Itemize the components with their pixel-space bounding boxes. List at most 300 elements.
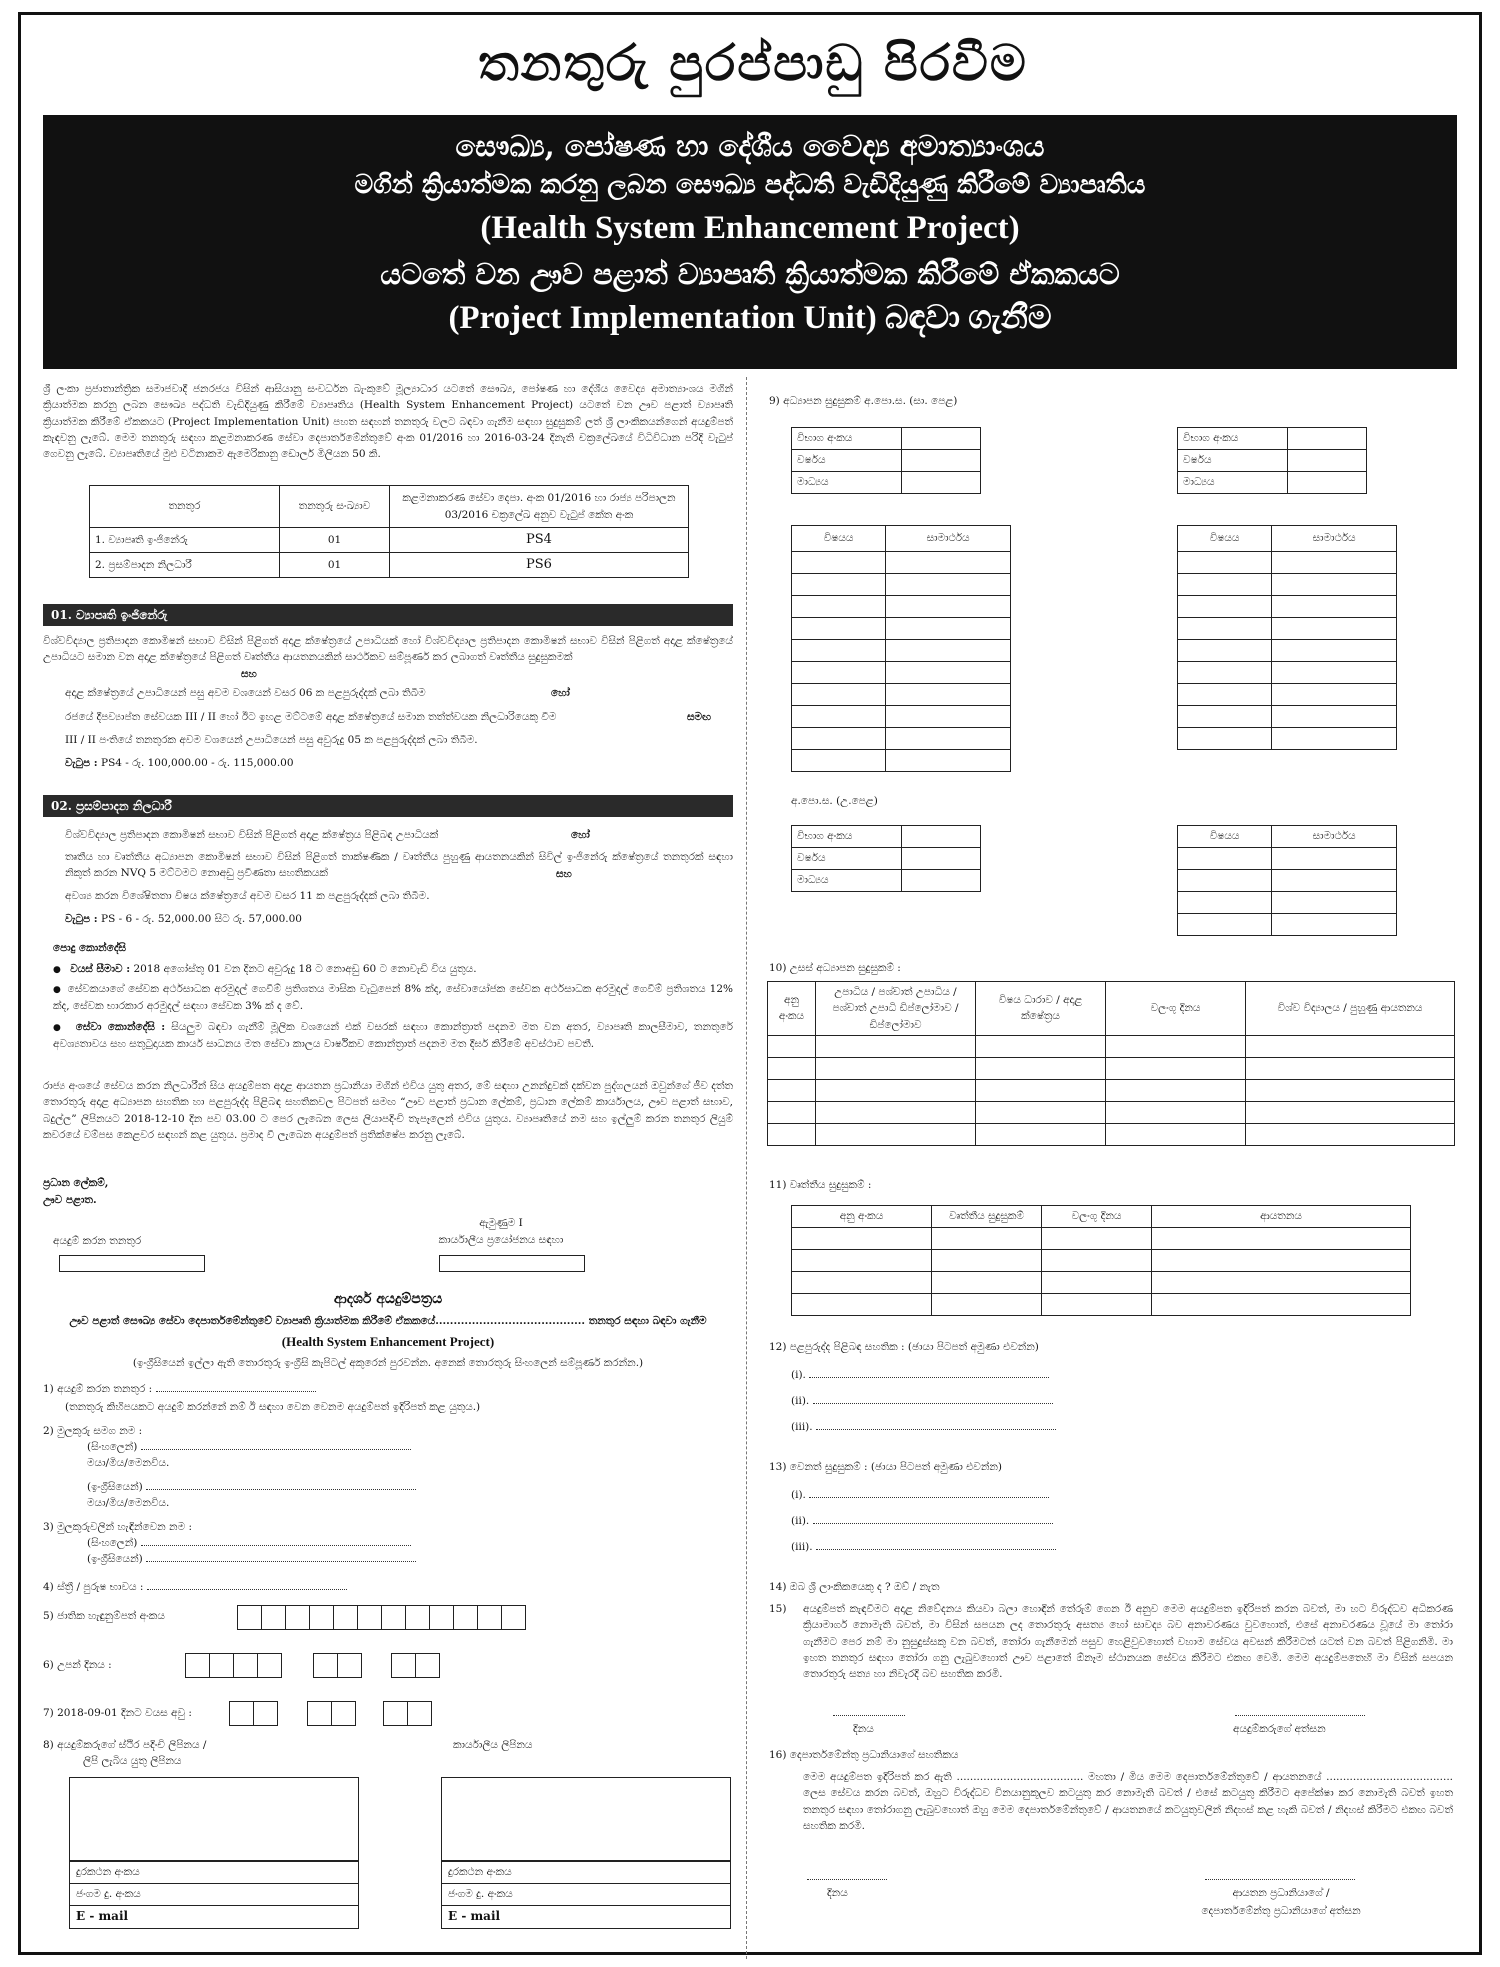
blank-cell[interactable] — [886, 596, 1011, 618]
general-conditions-heading: පොදු කොන්දේසි — [53, 942, 127, 954]
table-row — [768, 1057, 1455, 1079]
blank-cell[interactable] — [1178, 848, 1272, 870]
grade-header: සාමාර්ථය — [886, 526, 1011, 552]
table-row — [792, 750, 1011, 772]
office-use-box[interactable] — [439, 1255, 585, 1272]
blank-cell[interactable] — [1272, 684, 1397, 706]
salary-label: වැටුප : — [65, 913, 98, 925]
sec1-or: හෝ — [551, 687, 570, 699]
q11-label: 11) වෘත්තීය සුදුසුකම් : — [769, 1179, 872, 1191]
blank-cell[interactable] — [792, 750, 886, 772]
medium-cell[interactable] — [902, 870, 981, 892]
blank-cell[interactable] — [816, 1101, 976, 1123]
blank-cell[interactable] — [1178, 596, 1272, 618]
field-initials-si — [87, 1535, 411, 1551]
experience-input-1[interactable] — [809, 1377, 1049, 1378]
salary-value: PS4 - රු. 100,000.00 - රු. 115,000.00 — [101, 757, 294, 769]
blank-cell[interactable] — [1272, 596, 1397, 618]
dob-month-cells[interactable] — [313, 1653, 361, 1678]
exam-number-cell[interactable] — [902, 428, 981, 450]
field-gender — [43, 1579, 347, 1595]
age-label: වයස් සීමාව : — [70, 963, 131, 975]
table-row — [1178, 848, 1397, 870]
experience-input-2[interactable] — [813, 1403, 1053, 1404]
blank-cell[interactable] — [792, 728, 886, 750]
blank-cell[interactable] — [792, 596, 886, 618]
table-cell: 2. ප්‍රසම්පාදන නිලධාරී — [90, 553, 280, 578]
blank-cell[interactable] — [792, 618, 886, 640]
initials-english-input[interactable] — [146, 1561, 416, 1562]
age-text: 2018 අගෝස්තු 01 වන දිනට අවුරුදු 18 ට නොඅඩු 60 ට නොවැඩි විය යුතුය. — [133, 963, 477, 975]
q15-label: 15) — [769, 1603, 787, 1615]
table-row — [1178, 552, 1397, 574]
blank-cell[interactable] — [1178, 870, 1272, 892]
table-row — [792, 574, 1011, 596]
column-header: අනු අංකය — [768, 982, 816, 1036]
year-label: වර්ෂය — [792, 848, 902, 870]
blank-cell[interactable] — [886, 750, 1011, 772]
q10-label: 10) උසස් අධ්‍යාපන සුදුසුකම් : — [769, 962, 901, 974]
office-contact-box — [441, 1861, 731, 1929]
blank-cell[interactable] — [1272, 640, 1397, 662]
head-signature-label-1: ආයතන ප්‍රධානියාගේ / — [1232, 1887, 1330, 1899]
blank-cell[interactable] — [886, 684, 1011, 706]
applicant-signature-line[interactable] — [1235, 1715, 1365, 1716]
roman-label: (iii). — [791, 1421, 813, 1433]
table-row — [792, 1272, 1411, 1294]
table-cell: 1. ව්‍යාපෘති ඉංජිනේරු — [90, 528, 280, 553]
table-cell: 01 — [280, 528, 390, 553]
applied-post-input[interactable] — [156, 1391, 316, 1392]
field-label: 4) ස්ත්‍රී / පුරුෂ භාවය : — [43, 1581, 144, 1593]
gender-input[interactable] — [147, 1589, 347, 1590]
table-row — [792, 662, 1011, 684]
column-header: වලංගු දිනය — [1042, 1206, 1152, 1228]
blank-cell[interactable] — [932, 1272, 1042, 1294]
blank-cell[interactable] — [1178, 552, 1272, 574]
service-label: සේවා කොන්දේසි : — [75, 1021, 166, 1033]
phone-label: දුරකථන අංකය — [70, 1862, 358, 1884]
column-header: විශ්ව විද්‍යාලය / පුහුණු ආයතනය — [1246, 982, 1455, 1036]
subject-header: විෂයය — [1178, 826, 1272, 848]
table-row — [1178, 684, 1397, 706]
field-name-label: 2) මුලකුරු සමග නම : — [43, 1425, 143, 1437]
blank-cell[interactable] — [1246, 1123, 1455, 1145]
applicant-signature-label: අයදුම්කරුගේ අත්සන — [1233, 1723, 1326, 1735]
email-label: E - mail — [76, 1909, 129, 1923]
blank-cell[interactable] — [932, 1294, 1042, 1316]
post-table-header: තනතුරු සංඛ්‍යාව — [280, 486, 390, 528]
table-row — [792, 1294, 1411, 1316]
blank-cell[interactable] — [976, 1101, 1106, 1123]
blank-cell[interactable] — [768, 1057, 816, 1079]
annex-label: ඇමුණුම I — [479, 1217, 523, 1229]
blank-cell[interactable] — [1152, 1250, 1411, 1272]
blank-cell[interactable] — [932, 1228, 1042, 1250]
page-frame — [18, 12, 1482, 1955]
exam-number-label: විභාග අංකය — [792, 826, 902, 848]
dob-year-cells[interactable] — [185, 1653, 281, 1678]
age-days-cells[interactable] — [383, 1701, 431, 1726]
intro-paragraph: ශ්‍රී ලංකා ප්‍රජාතාන්ත්‍රික සමාජවාදී ජනරජය විසින් ආසියානු සංවර්ධන බැංකුවේ මූල්‍යාධාර යටතේ සෞඛ්‍ය, පෝෂණ හා දේශීය වෛද්‍ය අමාත්‍යාංශය මගින් ක්‍රියාත්මක කරනු ලබන සෞඛ්‍ය පද්ධති වැඩිදියුණු කිරීමේ ව්‍යාපෘතිය (Health System Enhancement Project) යටතේ වන ඌව පළාත් ව්‍යාපෘති ක්‍රියාත්මක කිරීමේ ඒකකයට (Project Implementation Unit) පහත සඳහන් තනතුරු වලට බඳවා ගැනීම සඳහා සුදුසුකම් ලත් ශ්‍රී ලාංකිකයන්ගෙන් අයදුම්පත් කැඳවනු ලැබේ. මෙම තනතුරු සඳහා කළමනාකරණ සේවා දෙපාර්තමේන්තුවේ අංක 01/2016 හා 2016-03-24 දිනැති චක්‍රලේඛයේ විධිවිධාන පරිදි වැටුප් ගෙවනු ලැබේ. ව්‍යාපෘතියේ මුළු වටිනාකම ඇමෙරිකානු ඩොලර් මිලියන 50 කි. — [43, 383, 733, 461]
blank-cell[interactable] — [768, 1101, 816, 1123]
initials-sinhala-input[interactable] — [141, 1545, 411, 1546]
roman-label: (ii). — [791, 1395, 810, 1407]
epf-text: ● සේවකයාගේ සේවක අර්ථසාධක අරමුදල් ගෙවීම් ප්‍රතිශතය මාසික වැටුපෙන් 8% ක්ද, සේවායෝජක සේවක අර්ථසාධක අරමුදල් ගෙවීම් ප්‍රතිශතය 12% ක්ද, සේවක භාරකාර අරමුදල් සඳහා සේවක 3% ක් ද වේ. — [53, 981, 733, 1014]
blank-cell[interactable] — [1042, 1250, 1152, 1272]
blank-cell[interactable] — [768, 1123, 816, 1145]
q13-label: 13) වෙනත් සුදුසුකම් : (ඡායා පිටපත් අමුණා එවන්න) — [769, 1461, 1002, 1473]
blank-cell[interactable] — [886, 706, 1011, 728]
blank-cell[interactable] — [1106, 1035, 1246, 1057]
blank-cell[interactable] — [768, 1035, 816, 1057]
table-row — [768, 1123, 1455, 1145]
permanent-address-box[interactable] — [69, 1777, 359, 1861]
sec1-line2: රජයේ දීපව්‍යාප්ත සේවයක III / II හෝ ඊට ඉහළ මට්ටමේ අදාළ ක්ෂේත්‍රයේ සමාන තත්ත්වයක නිලධාරියෙකු වීම — [65, 711, 557, 723]
blank-cell[interactable] — [1152, 1228, 1411, 1250]
blank-cell[interactable] — [792, 706, 886, 728]
blank-cell[interactable] — [932, 1250, 1042, 1272]
table-row — [792, 684, 1011, 706]
field-dob-label: 6) උපන් දිනය : — [43, 1659, 112, 1671]
column-header: වලංගු දිනය — [1106, 982, 1246, 1036]
blank-cell[interactable] — [792, 684, 886, 706]
blank-cell[interactable] — [1272, 728, 1397, 750]
sec2-or: හෝ — [571, 829, 590, 841]
exam-number-cell[interactable] — [902, 826, 981, 848]
page-title: තනතුරු පුරප්පාඩු පිරවීම — [478, 33, 1028, 92]
column-header: අනු අංකය — [792, 1206, 932, 1228]
sec2-line2: තෘතීය හා වෘත්තීය අධ්‍යාපන කොමිෂන් සභාව විසින් පිළිගත් තාක්ෂණික / වෘත්තීය පුහුණු ආයතනයකින් සිවිල් ඉංජිනේරු ක්ෂේත්‍රයේ තනතුරක් සඳහා නිකුත් කරන NVQ 5 මට්ටමට නොඅඩු ප්‍රවීණතා සහතිකයක් — [65, 851, 733, 880]
al-subjects-table — [1177, 825, 1397, 936]
sec1-salary — [65, 755, 294, 771]
table-row — [792, 552, 1011, 574]
ol-subjects-table-1 — [791, 525, 1011, 772]
year-cell[interactable] — [902, 450, 981, 472]
blank-cell[interactable] — [1178, 618, 1272, 640]
field-sublabel: (ඉංග්‍රීසියෙන්) — [87, 1553, 143, 1565]
roman-label: (ii). — [791, 1515, 810, 1527]
blank-cell[interactable] — [1106, 1057, 1246, 1079]
field-sublabel: (සිංහලෙන්) — [87, 1441, 138, 1453]
column-header: විෂය ධාරාව / අදාළ ක්ෂේත්‍රය — [976, 982, 1106, 1036]
blank-cell[interactable] — [768, 1079, 816, 1101]
head-signature-label-2: දෙපාර්තමේන්තු ප්‍රධානියාගේ අත්සන — [1201, 1905, 1361, 1917]
blank-cell[interactable] — [1246, 1079, 1455, 1101]
post-table-header: තනතුර — [90, 486, 280, 528]
header-banner — [43, 115, 1457, 369]
blank-cell[interactable] — [1042, 1228, 1152, 1250]
blank-cell[interactable] — [1272, 574, 1397, 596]
salary-label: වැටුප : — [65, 757, 98, 769]
blank-cell[interactable] — [1246, 1057, 1455, 1079]
table-row — [792, 1228, 1411, 1250]
q16-label: 16) දෙපාර්තමේන්තු ප්‍රධානියාගේ සහතිකය — [769, 1749, 959, 1761]
blank-cell[interactable] — [1042, 1294, 1152, 1316]
name-english-input[interactable] — [146, 1489, 416, 1490]
blank-cell[interactable] — [816, 1079, 976, 1101]
blank-cell[interactable] — [792, 1272, 932, 1294]
blank-cell[interactable] — [1272, 618, 1397, 640]
other-qual-input-2[interactable] — [813, 1523, 1053, 1524]
post-table-header: කළමනාකරණ සේවා දෙපා. අංක 01/2016 හා රාජ්‍ය පරිපාලන 03/2016 චක්‍රලේඛ අනුව වැටුප් කේත අංක — [390, 486, 689, 528]
blank-cell[interactable] — [976, 1079, 1106, 1101]
form-note: (ඉංග්‍රීසියෙන් ඉල්ලා ඇති තොරතුරු ඉංග්‍රීසි කැපිටල් අකුරෙන් පුරවන්න. අනෙක් තොරතුරු සිංහලෙන් සම්පූර්ණ කරන්න.) — [132, 1357, 644, 1369]
table-cell: PS4 — [390, 528, 689, 553]
table-row — [1178, 892, 1397, 914]
q12-item-3 — [791, 1419, 1056, 1435]
head-signature-line[interactable] — [1205, 1879, 1355, 1880]
field-note: (තනතුරු කිහිපයකට අයදුම් කරන්නේ නම් ඊ සඳහා වෙන වෙනම අයදුම්පත් ඉදිරිපත් කළ යුතුය.) — [65, 1401, 481, 1413]
ol-exam-info-table-1 — [791, 427, 981, 494]
grade-header: සාමාර්ථය — [1272, 526, 1397, 552]
blank-cell[interactable] — [1152, 1272, 1411, 1294]
signer-line-1: ප්‍රධාන ලේකම්, — [43, 1177, 109, 1189]
table-row — [1178, 728, 1397, 750]
sec2-and: සහ — [556, 868, 572, 880]
field-name-si — [87, 1439, 411, 1455]
year-cell[interactable] — [902, 848, 981, 870]
field-initials-label: 3) මුලකුරුවලින් හැඳින්වෙන නම : — [43, 1521, 192, 1533]
q12-item-2 — [791, 1393, 1053, 1409]
year-label: වර්ෂය — [1178, 450, 1288, 472]
table-cell: PS6 — [390, 553, 689, 578]
age-years-cells[interactable] — [229, 1701, 277, 1726]
roman-label: (i). — [791, 1489, 806, 1501]
blank-cell[interactable] — [976, 1035, 1106, 1057]
blank-cell[interactable] — [1178, 574, 1272, 596]
blank-cell[interactable] — [792, 640, 886, 662]
blank-cell[interactable] — [792, 662, 886, 684]
field-nic-label: 5) ජාතික හැඳුනුම්පත් අංකය — [43, 1610, 165, 1622]
table-row — [1178, 706, 1397, 728]
al-exam-info-table — [791, 825, 981, 892]
other-qual-input-3[interactable] — [816, 1549, 1056, 1550]
table-row — [768, 1079, 1455, 1101]
sec1-with: සමඟ — [687, 711, 711, 723]
blank-cell[interactable] — [1106, 1079, 1246, 1101]
table-row — [1178, 596, 1397, 618]
year-cell[interactable] — [1288, 450, 1367, 472]
blank-cell[interactable] — [816, 1035, 976, 1057]
name-sinhala-input[interactable] — [141, 1449, 411, 1450]
table-row — [1178, 914, 1397, 936]
blank-cell[interactable] — [1042, 1272, 1152, 1294]
blank-cell[interactable] — [792, 1294, 932, 1316]
field-age-label: 7) 2018-09-01 දිනට වයස අවු : — [43, 1707, 192, 1719]
subject-header: විෂයය — [1178, 526, 1272, 552]
blank-cell[interactable] — [1272, 552, 1397, 574]
column-header: වෘත්තීය සුදුසුකම් — [932, 1206, 1042, 1228]
sec1-line3: III / II පංතියේ තනතුරක අවම වශයෙන් උපාධියෙන් පසු අවුරුදු 05 ක පළපුරුද්දක් ලබා තිබීම. — [65, 734, 478, 746]
q13-item-2 — [791, 1513, 1053, 1529]
section-heading-engineer: 01. ව්‍යාපෘති ඉංජිනේරු — [43, 604, 733, 626]
blank-cell[interactable] — [1178, 914, 1272, 936]
office-use-label: කාර්යාලීය ප්‍රයෝජනය සඳහා — [438, 1234, 564, 1246]
table-row — [1178, 662, 1397, 684]
mobile-label: ජංගම දු. අංකය — [70, 1884, 358, 1906]
blank-cell[interactable] — [1272, 914, 1397, 936]
applied-post-box[interactable] — [59, 1255, 205, 1272]
roman-label: (i). — [791, 1369, 806, 1381]
table-row — [1178, 574, 1397, 596]
table-row — [768, 1035, 1455, 1057]
table-row — [1178, 640, 1397, 662]
table-row — [792, 640, 1011, 662]
q13-item-3 — [791, 1539, 1056, 1555]
grade-header: සාමාර්ථය — [1272, 826, 1397, 848]
office-address-box[interactable] — [441, 1777, 731, 1861]
blank-cell[interactable] — [1272, 662, 1397, 684]
table-row — [792, 1250, 1411, 1272]
field-name-en — [87, 1479, 416, 1495]
q9-label: 9) අධ්‍යාපන සුදුසුකම් අ.පො.ස. (සා. පෙළ) — [769, 395, 958, 407]
closing-paragraph: රාජ්‍ය අංශයේ සේවය කරන නිලධාරීන් සිය අයදුම්පත අදාළ ආයතන ප්‍රධානියා මගින් එවිය යුතු අතර, මේ සඳහා උනන්දුවක් දක්වන පුද්ගලයන් ඔවුන්ගේ ජීව දත්ත තොරතුරු අදාළ අධ්‍යාපන සහතික හා පළපුරුද්ද පිළිබඳ සහතිකවල පිටපත් සමඟ “ඌව පළාත් ප්‍රධාන ලේකම්, ප්‍රධාන ලේකම් කාර්යාලය, ඌව පළාත් සභාව, බදුල්ල” ලිපිනයට 2018-12-10 දින පව 03.00 ට පෙර ලැබෙන ලෙස ලියාපදිංචි තැපෑලෙන් එවිය යුතුය. ව්‍යාපෘතියේ නම සහ ඉල්ලුම් කරන තනතුර ලියුම් කවරයේ වම්පස කෙළවර සඳහන් කළ යුතුය. ප්‍රමාද වී ලැබෙන අයදුම්පත් ප්‍රතික්ෂේප කරනු ලැබේ. — [43, 1080, 733, 1141]
blank-cell[interactable] — [1178, 706, 1272, 728]
other-qual-input-1[interactable] — [809, 1497, 1049, 1498]
al-label: අ.පො.ස. (උ.පෙළ) — [791, 795, 878, 807]
higher-education-table — [767, 981, 1455, 1146]
exam-number-label: විභාග අංකය — [1178, 428, 1288, 450]
blank-cell[interactable] — [1272, 892, 1397, 914]
banner-line-4: යටතේ වන ඌව පළාත් ව්‍යාපෘති ක්‍රියාත්මක කිරීමේ ඒකකයට — [380, 256, 1120, 291]
banner-line-5: (Project Implementation Unit) බඳවා ගැනීම — [448, 299, 1052, 336]
table-row — [792, 618, 1011, 640]
blank-cell[interactable] — [1106, 1123, 1246, 1145]
q15-declaration: අයදුම්පත් කැඳවීමට අදාළ නිවේදනය කියවා බලා හොඳින් තේරුම් ගෙන ඊ අනුව මෙම අයදුම්පත ඉදිරිපත් කරන බවත්, මා හට විරුද්ධව අධිකරණ ක්‍රියාමාර්ග නොමැති බවත්, මා විසින් සපයන ලද තොරතුරු අසත්‍ය හෝ සාවද්‍ය බව අනාවරණය වුවහොත්, එසේ අනාවරණය වූයේ මා තෝරා ගැනීමට පෙර නම් මා නුසුදුස්සකු වන බවත්, තෝරා ගැනීමෙන් පසුව හෙළිවුවහොත් වහාම සේවය අවසන් කිරීමටත් යටත් වන බවත් පිළිගනිමි. මා ඉහත තනතුර සඳහා තෝරා ගනු ලැබුවහොත් ඌව පළාතේ ඕනෑම ස්ථානයක සේවය කිරීමට එකඟ වෙමි. මෙම අයදුම්පතෙහි මා විසින් සපයන තොරතුරු සත්‍ය හා නිවැරදි බව සහතික කරමි. — [803, 1603, 1453, 1681]
medium-label: මාධ්‍යය — [792, 472, 902, 494]
blank-cell[interactable] — [792, 1250, 932, 1272]
field-applied-post — [43, 1381, 316, 1397]
blank-cell[interactable] — [1246, 1101, 1455, 1123]
form-project-name: (Health System Enhancement Project) — [281, 1334, 495, 1349]
sec1-and: සහ — [241, 668, 257, 680]
head-date-line[interactable] — [807, 1879, 887, 1880]
blank-cell[interactable] — [1106, 1101, 1246, 1123]
blank-cell[interactable] — [886, 618, 1011, 640]
blank-cell[interactable] — [816, 1123, 976, 1145]
blank-cell[interactable] — [976, 1123, 1106, 1145]
head-date-label: දිනය — [827, 1887, 848, 1899]
blank-cell[interactable] — [1178, 728, 1272, 750]
email-label: E - mail — [448, 1909, 501, 1923]
blank-cell[interactable] — [792, 1228, 932, 1250]
date-line[interactable] — [833, 1715, 905, 1716]
blank-cell[interactable] — [792, 574, 886, 596]
q12-item-1 — [791, 1367, 1049, 1383]
table-cell: 01 — [280, 553, 390, 578]
sec2-line1: විශ්වවිද්‍යාල ප්‍රතිපාදන කොමිෂන් සභාව විසින් පිළිගත් අදාළ ක්ෂේත්‍රය පිළිබඳ උපාධියක් — [65, 829, 439, 841]
field-initials-en — [87, 1551, 416, 1567]
ol-subjects-table-2 — [1177, 525, 1397, 750]
field-address-sublabel: ලිපි ලැබිය යුතු ලිපිනය — [83, 1755, 182, 1767]
blank-cell[interactable] — [1178, 892, 1272, 914]
signer-line-2: ඌව පළාත. — [43, 1194, 97, 1206]
nic-input-cells[interactable] — [237, 1605, 525, 1630]
sec1-line1: අදාළ ක්ෂේත්‍රයේ උපාධියෙන් පසු අවම වශයෙන් වසර 06 ක පළපුරුද්දක් ලබා තිබීම — [65, 687, 426, 699]
salary-value: PS - 6 - රු. 52,000.00 සිට රු. 57,000.00 — [101, 913, 302, 925]
exam-number-cell[interactable] — [1288, 428, 1367, 450]
date-label: දිනය — [853, 1723, 874, 1735]
medium-label: මාධ්‍යය — [1178, 472, 1288, 494]
q14-label: 14) ඔබ ශ්‍රී ලාංකිකයෙකු ද ? ඔව් / නැත — [769, 1581, 940, 1593]
blank-cell[interactable] — [886, 662, 1011, 684]
blank-cell[interactable] — [1272, 848, 1397, 870]
sec2-salary — [65, 911, 302, 927]
post-table — [89, 485, 689, 578]
section-heading-procurement: 02. ප්‍රසම්පාදන නිලධාරී — [43, 795, 733, 817]
field-address-label: 8) අයදුම්කරුගේ ස්ථිර පදිංචි ලිපිනය / — [43, 1739, 207, 1751]
form-heading-line: ඌව පළාත් සෞඛ්‍ය සේවා දෙපාර්තමේන්තුවේ ව්‍යාපෘති ක්‍රියාත්මක කිරීමේ ඒකකයේ......................................... තනතුර සඳහා බඳවා ගැනීම — [69, 1315, 707, 1327]
title-si: මයා/මිය/මෙනවිය. — [87, 1457, 170, 1469]
blank-cell[interactable] — [1178, 662, 1272, 684]
ol-exam-info-table-2 — [1177, 427, 1367, 494]
service-conditions — [53, 1019, 733, 1052]
sec2-line3: අවශ්‍ය කරන විශේෂිතතා විෂය ක්ෂේත්‍රයේ අවම වසර 11 ක පළපුරුද්දක් ලබා තිබීම. — [65, 890, 430, 902]
q13-item-1 — [791, 1487, 1049, 1503]
blank-cell[interactable] — [976, 1057, 1106, 1079]
service-text: සියලුම බඳවා ගැනීම් මූලික වශයෙන් එක් වසරක් සඳහා කොන්ත්‍රාත් පදනම මත වන අතර, ව්‍යාපෘති කාලසීමාව, තනතුරේ අවශ්‍යතාවය සහ සතුටුදායක කාර්ය සාධනය මත සේවා කාලය වාර්ෂිකව කොන්ත්‍රාත් පදනම මත දීර්ඝ කිරීමේ අවස්ථාව පවතී. — [53, 1021, 734, 1050]
roman-label: (iii). — [791, 1541, 813, 1553]
medium-cell[interactable] — [902, 472, 981, 494]
professional-qualifications-table — [791, 1205, 1411, 1316]
age-limit — [53, 961, 733, 978]
field-label: 1) අයදුම් කරන තනතුර : — [43, 1383, 153, 1395]
mobile-label: ජංගම දු. අංකය — [442, 1884, 730, 1906]
banner-line-1: සෞඛ්‍ය, පෝෂණ හා දේශීය වෛද්‍ය අමාත්‍යාංශය — [455, 129, 1045, 163]
field-sublabel: (ඉංග්‍රීසියෙන්) — [87, 1481, 143, 1493]
blank-cell[interactable] — [886, 552, 1011, 574]
blank-cell[interactable] — [1246, 1035, 1455, 1057]
sec1-body: විශ්වවිද්‍යාල ප්‍රතිපාදන කොමිෂන් සභාව විසින් පිළිගත් අදාළ ක්ෂේත්‍රයේ උපාධියක් හෝ විශ්වවිද්‍යාල ප්‍රතිපාදන කොමිෂන් සභාව විසින් පිළිගත් අදාළ ක්ෂේත්‍රයේ උපාධියට සමාන වන අදාළ ක්ෂේත්‍රයේ පිළිගත් වෘත්තීය ආයතනයකින් සාර්ථකව සම්පූර්ණ කර ලබාගත් වෘත්තීය සුදුසුකමක් — [43, 635, 733, 664]
blank-cell[interactable] — [816, 1057, 976, 1079]
blank-cell[interactable] — [1272, 870, 1397, 892]
medium-cell[interactable] — [1288, 472, 1367, 494]
blank-cell[interactable] — [1178, 684, 1272, 706]
table-row — [792, 706, 1011, 728]
table-row — [792, 596, 1011, 618]
blank-cell[interactable] — [1272, 706, 1397, 728]
table-row — [1178, 870, 1397, 892]
blank-cell[interactable] — [886, 640, 1011, 662]
medium-label: මාධ්‍යය — [792, 870, 902, 892]
q16-certificate: මෙම අයදුම්පත ඉදිරිපත් කර ඇති ...................................... මහතා / මිය මෙම දෙපාර්තමේන්තුවේ / ආයතනයේ ...................................... ලෙස සේවය කරන බවත්, ඔහුට විරුද්ධව විනයානුකූලව කටයුතු කර නොමැති බවත් / එසේ කටයුතු කිරීමට අපේක්ෂා කර නොමැති බවත් ඉහත තනතුර සඳහා තෝරාගනු ලැබුවහොත් ඔහු මෙම දෙපාර්තමේන්තුවේ / ආයතනයේ කටයුතුවලින් නිදහස් කළ හැකි බවත් / නිදහස් කිරීමට එකඟ බවත් සහතික කරමි. — [803, 1771, 1453, 1832]
table-row — [768, 1101, 1455, 1123]
column-header: උපාධිය / පශ්චාත් උපාධිය / පශ්චාත් උපාධි ඩිප්ලෝමාව / ඩිප්ලෝමාව — [816, 982, 976, 1036]
permanent-contact-box — [69, 1861, 359, 1929]
exam-number-label: විභාග අංකය — [792, 428, 902, 450]
blank-cell[interactable] — [886, 574, 1011, 596]
experience-input-3[interactable] — [816, 1429, 1056, 1430]
blank-cell[interactable] — [1152, 1294, 1411, 1316]
title-en: මයා/මිය/මෙනවිය. — [87, 1497, 170, 1509]
subject-header: විෂයය — [792, 526, 886, 552]
blank-cell[interactable] — [1178, 640, 1272, 662]
applied-post-label: අයදුම් කරන තනතුර — [53, 1235, 142, 1247]
field-office-address-label: කාර්යාලීය ලිපිනය — [453, 1739, 533, 1751]
q12-label: 12) පළපුරුද්ද පිළිබඳ සහතික : (ඡායා පිටපත් අමුණා එවන්න) — [769, 1341, 1039, 1353]
column-header: ආයතනය — [1152, 1206, 1411, 1228]
form-title: ආදර්ශ අයදුම්පත්‍රය — [333, 1291, 443, 1307]
column-divider — [746, 377, 747, 1959]
banner-line-3: (Health System Enhancement Project) — [480, 209, 1020, 246]
blank-cell[interactable] — [886, 728, 1011, 750]
age-months-cells[interactable] — [307, 1701, 355, 1726]
blank-cell[interactable] — [792, 552, 886, 574]
year-label: වර්ෂය — [792, 450, 902, 472]
dob-day-cells[interactable] — [391, 1653, 439, 1678]
field-sublabel: (සිංහලෙන්) — [87, 1537, 138, 1549]
